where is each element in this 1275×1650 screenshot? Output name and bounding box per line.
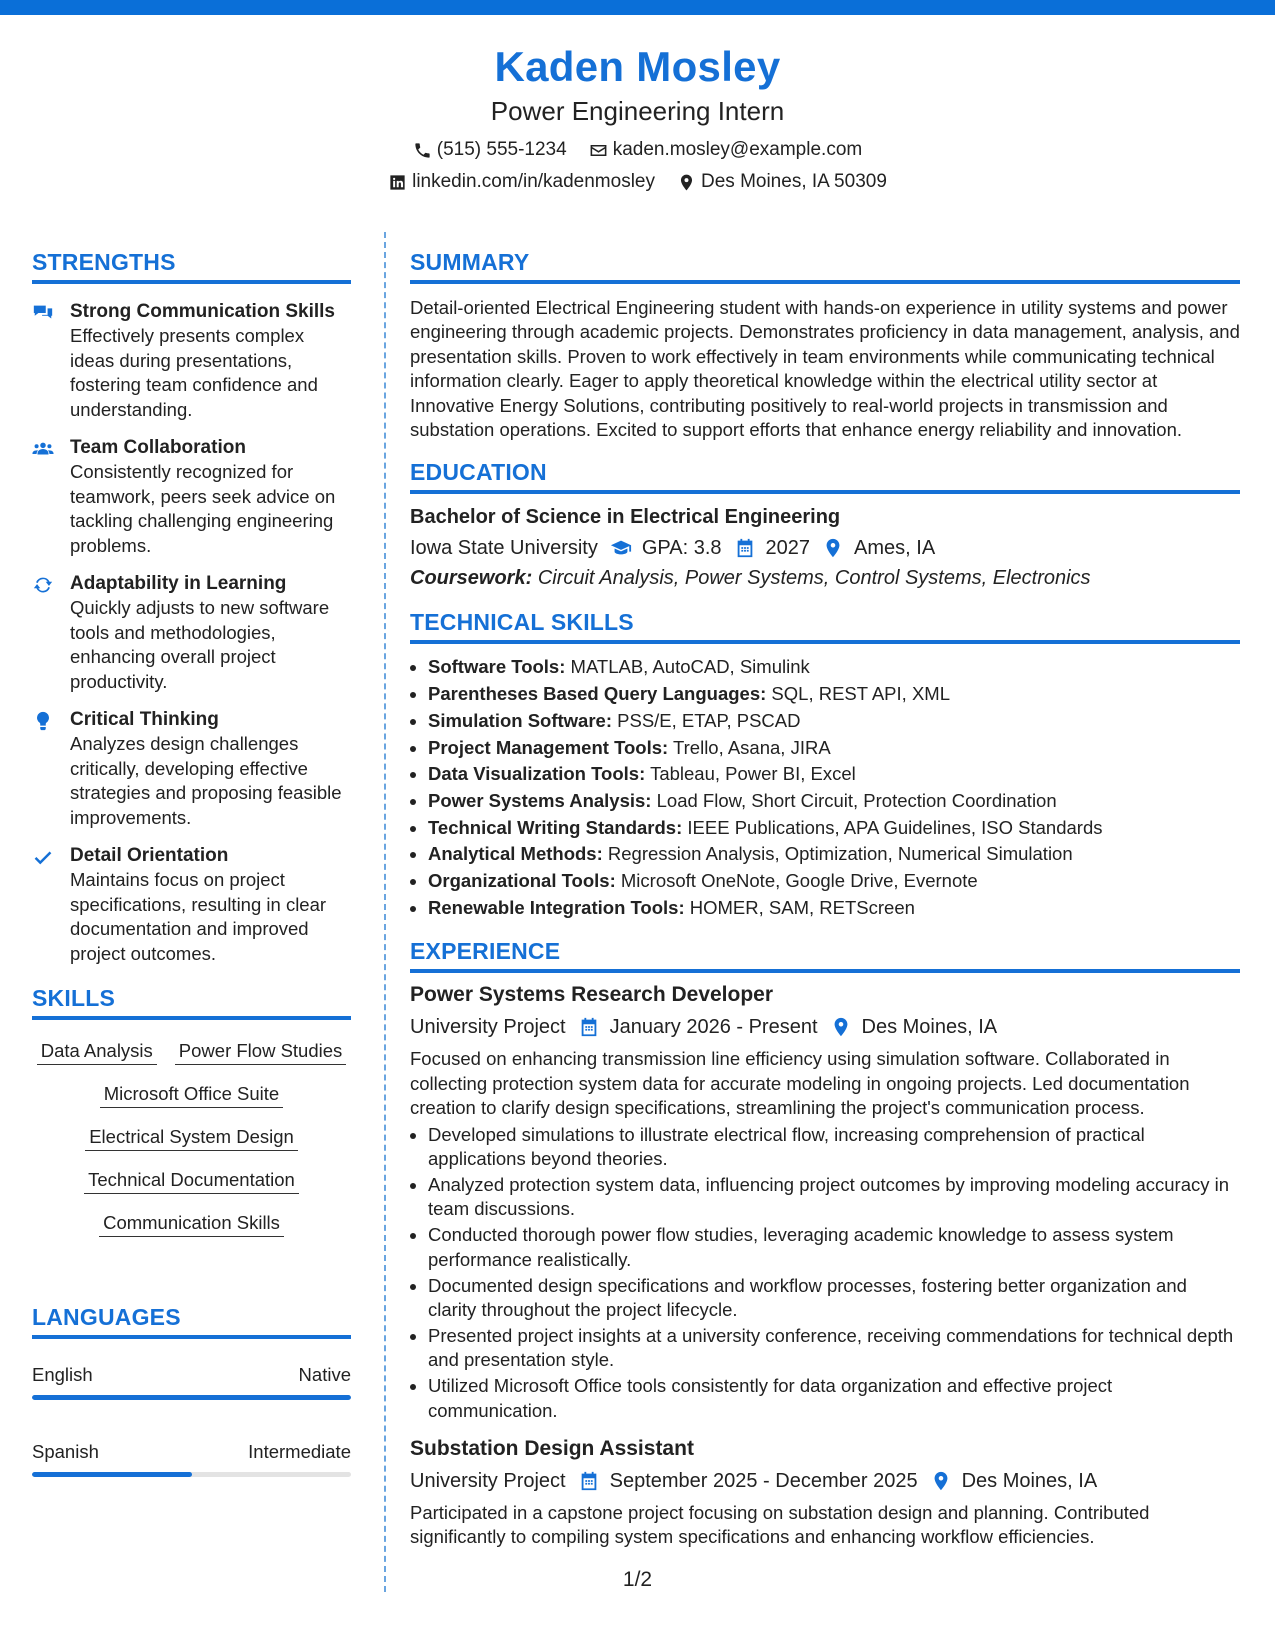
skill-values: Regression Analysis, Optimization, Numerical Simulation: [607, 843, 1073, 865]
linkedin-icon: [388, 173, 407, 192]
graduation-cap-icon: [610, 537, 632, 559]
skill-category: Project Management Tools:: [428, 736, 669, 758]
candidate-title: Power Engineering Intern: [490, 96, 785, 126]
page-number: 1/2: [622, 1568, 653, 1591]
envelope-icon: [589, 141, 608, 160]
strength-item: [32, 300, 351, 422]
job-dates: September 2025 - December 2025: [609, 1470, 918, 1493]
language-proficiency-bar: [32, 1472, 351, 1477]
skills-heading: SKILLS: [32, 984, 351, 1020]
language-level: Native: [298, 1364, 351, 1385]
list-item: [410, 654, 1240, 681]
contact-row-1: [0, 138, 1275, 162]
skill-values: Microsoft OneNote, Google Drive, Evernote: [620, 870, 978, 892]
skill-values: IEEE Publications, APA Guidelines, ISO Standards: [687, 816, 1103, 838]
calendar-icon: [578, 1470, 600, 1492]
location-contact: [677, 170, 887, 194]
strength-item: [32, 572, 351, 694]
coursework: [410, 564, 1240, 592]
skill-category: Data Visualization Tools:: [428, 763, 646, 785]
skills-section: [32, 984, 351, 1237]
strength-item: [32, 436, 351, 558]
skill-values: Trello, Asana, JIRA: [673, 736, 831, 758]
summary-heading: SUMMARY: [410, 248, 1240, 284]
skill-values: PSS/E, ETAP, PSCAD: [617, 709, 801, 731]
summary-text: Detail-oriented Electrical Engineering student with hands-on experience in utility systems and power engineering through academic projects. Demonstrates proficiency in data management, analysis, and presentation skills. Proven to work effectively in team environments while communicating technical information clearly. Eager to apply theoretical knowledge within the electrical utility sector at Innovative Energy Solutions, contributing positively to real-world projects in transmission and substation operations. Excited to support efforts that enhance energy reliability and innovation.: [410, 297, 1240, 441]
candidate-name: Kaden Mosley: [494, 43, 781, 90]
left-column: [32, 248, 351, 1477]
list-item: [410, 761, 1240, 788]
chat-bubbles-icon: [32, 302, 54, 324]
technical-skills-section: [410, 608, 1240, 921]
skills-list: [32, 1038, 351, 1237]
lightbulb-icon: [32, 710, 54, 732]
skill-values: Tableau, Power BI, Excel: [650, 763, 856, 785]
strength-description: Quickly adjusts to new software tools and methodologies, enhancing overall project productivity.: [70, 597, 330, 692]
coursework-label: Coursework:: [410, 567, 533, 590]
language-item: [32, 1363, 351, 1400]
language-name: English: [32, 1364, 93, 1385]
location-text: Des Moines, IA 50309: [701, 171, 887, 192]
list-item: [410, 681, 1240, 708]
strength-title: Adaptability in Learning: [70, 573, 287, 594]
strength-item: [32, 844, 351, 966]
language-proficiency-fill: [32, 1395, 351, 1400]
email-contact[interactable]: [589, 138, 863, 162]
list-item: Presented project insights at a university conference, receiving commendations for technical depth and presentation style.: [410, 1324, 1240, 1373]
calendar-icon: [578, 1016, 600, 1038]
experience-heading: EXPERIENCE: [410, 937, 1240, 973]
job-description: Focused on enhancing transmission line efficiency using simulation software. Collaborated in collecting protection system data for accurate modeling in ongoing projects. Led documentation creation to clarify design specifications, streamlining the project's communication process.: [410, 1048, 1190, 1119]
language-proficiency-fill: [32, 1472, 192, 1477]
skill-category: Technical Writing Standards:: [428, 816, 683, 838]
language-item: [32, 1440, 351, 1477]
skill-tag: Communication Skills: [99, 1210, 284, 1237]
resume-header: [0, 40, 1275, 194]
list-item: Analyzed protection system data, influencing project outcomes by improving modeling accuracy in team discussions.: [410, 1173, 1240, 1222]
skill-values: MATLAB, AutoCAD, Simulink: [570, 656, 810, 678]
job-title: Power Systems Research Developer: [410, 983, 774, 1007]
job-dates: January 2026 - Present: [609, 1016, 818, 1039]
job-location: Des Moines, IA: [961, 1470, 1098, 1493]
job-meta: [410, 1467, 1240, 1495]
experience-entry: [410, 1435, 1240, 1550]
school-location: Ames, IA: [854, 537, 936, 560]
phone-text: (515) 555-1234: [436, 139, 567, 160]
strength-item: [32, 708, 351, 830]
strength-title: Critical Thinking: [70, 709, 219, 730]
phone-icon: [413, 141, 432, 160]
skill-category: Parentheses Based Query Languages:: [428, 683, 767, 705]
list-item: [410, 868, 1240, 895]
language-name: Spanish: [32, 1441, 99, 1462]
map-pin-icon: [822, 537, 844, 559]
linkedin-text: linkedin.com/in/kadenmosley: [412, 171, 655, 192]
sync-icon: [32, 574, 54, 596]
strength-description: Effectively presents complex ideas during presentations, fostering team confidence and understanding.: [70, 325, 318, 420]
school-name: Iowa State University: [410, 537, 598, 560]
language-level: Intermediate: [248, 1441, 351, 1462]
strength-title: Strong Communication Skills: [70, 301, 335, 322]
graduation-year: 2027: [765, 537, 811, 560]
strength-title: Team Collaboration: [70, 437, 246, 458]
language-proficiency-bar: [32, 1395, 351, 1400]
languages-section: [32, 1303, 351, 1477]
skill-category: Software Tools:: [428, 656, 566, 678]
strength-description: Analyzes design challenges critically, developing effective strategies and proposing feasible improvements.: [70, 733, 342, 828]
list-item: Utilized Microsoft Office tools consistently for data organization and effective project communication.: [410, 1374, 1240, 1423]
list-item: Developed simulations to illustrate electrical flow, increasing comprehension of practical applications beyond theories.: [410, 1123, 1240, 1172]
linkedin-contact[interactable]: [388, 170, 655, 194]
right-column: [410, 248, 1240, 1550]
skill-values: Load Flow, Short Circuit, Protection Coordination: [656, 789, 1057, 811]
list-item: [410, 788, 1240, 815]
degree-title: Bachelor of Science in Electrical Engineering: [410, 506, 841, 529]
job-organization: University Project: [410, 1016, 566, 1039]
checkmark-icon: [32, 846, 54, 868]
list-item: [410, 815, 1240, 842]
list-item: [410, 895, 1240, 922]
skill-tag: Data Analysis: [37, 1038, 157, 1065]
experience-section: [410, 937, 1240, 1549]
skill-tag: Microsoft Office Suite: [100, 1081, 283, 1108]
skill-tag: Technical Documentation: [84, 1167, 299, 1194]
education-section: [410, 458, 1240, 592]
column-divider: [384, 232, 386, 1592]
job-description: Participated in a capstone project focusing on substation design and planning. Contributed significantly to compiling system specifications and enhancing workflow efficiencies.: [410, 1502, 1150, 1548]
strength-description: Maintains focus on project specifications, resulting in clear documentation and improved project outcomes.: [70, 869, 327, 964]
map-pin-icon: [830, 1016, 852, 1038]
team-icon: [32, 438, 54, 460]
phone-contact: [413, 138, 567, 162]
technical-skills-heading: TECHNICAL SKILLS: [410, 608, 1240, 644]
skill-tag: Power Flow Studies: [175, 1038, 346, 1065]
skill-category: Simulation Software:: [428, 709, 612, 731]
strengths-heading: STRENGTHS: [32, 248, 351, 284]
job-bullets: [410, 1123, 1240, 1423]
skill-tag: Electrical System Design: [85, 1124, 298, 1151]
coursework-list: Circuit Analysis, Power Systems, Control Systems, Electronics: [537, 567, 1091, 590]
skill-values: SQL, REST API, XML: [771, 683, 950, 705]
list-item: [410, 735, 1240, 762]
job-title: Substation Design Assistant: [410, 1437, 694, 1461]
technical-skills-list: [410, 654, 1240, 921]
calendar-icon: [734, 537, 756, 559]
map-pin-icon: [677, 173, 696, 192]
gpa-text: GPA: 3.8: [641, 537, 722, 560]
strength-description: Consistently recognized for teamwork, peers seek advice on tackling challenging engineering problems.: [70, 461, 336, 556]
job-location: Des Moines, IA: [861, 1016, 998, 1039]
top-accent-bar: [0, 0, 1275, 15]
list-item: Conducted thorough power flow studies, leveraging academic knowledge to assess system performance realistically.: [410, 1223, 1240, 1272]
languages-heading: LANGUAGES: [32, 1303, 351, 1339]
skill-category: Organizational Tools:: [428, 870, 616, 892]
strengths-list: [32, 300, 351, 966]
list-item: Documented design specifications and workflow processes, fostering better organization and clarity throughout the project lifecycle.: [410, 1274, 1240, 1323]
list-item: [410, 841, 1240, 868]
education-heading: EDUCATION: [410, 458, 1240, 494]
job-organization: University Project: [410, 1470, 566, 1493]
map-pin-icon: [930, 1470, 952, 1492]
experience-entry: [410, 981, 1240, 1423]
contact-row-2: [0, 170, 1275, 194]
email-text: kaden.mosley@example.com: [612, 139, 863, 160]
education-meta: [410, 534, 1240, 562]
skill-category: Analytical Methods:: [428, 843, 603, 865]
skill-category: Power Systems Analysis:: [428, 789, 652, 811]
skill-values: HOMER, SAM, RETScreen: [689, 896, 915, 918]
strength-title: Detail Orientation: [70, 845, 229, 866]
skill-category: Renewable Integration Tools:: [428, 896, 685, 918]
list-item: [410, 708, 1240, 735]
job-meta: [410, 1013, 1240, 1041]
